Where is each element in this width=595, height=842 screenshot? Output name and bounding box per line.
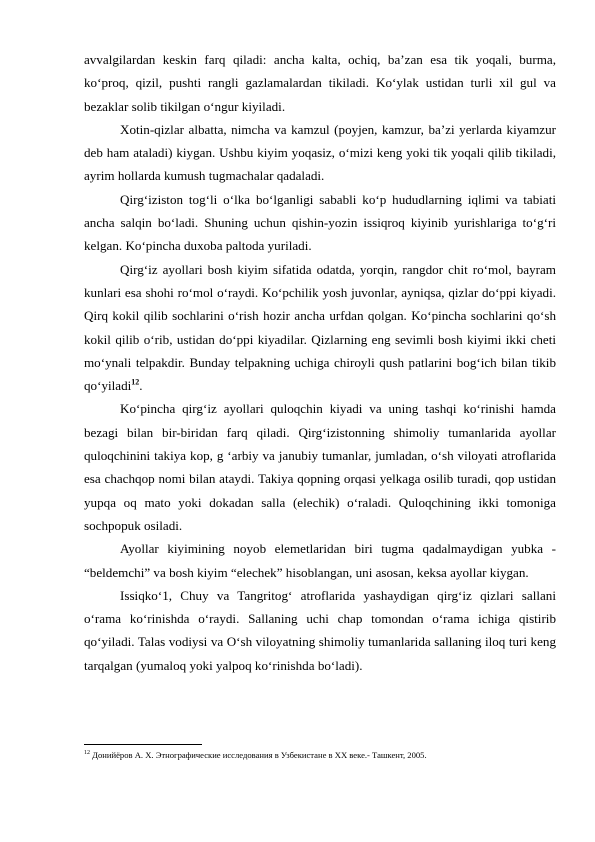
footnote-divider bbox=[84, 744, 202, 745]
paragraph-6: Ayollar kiyimining noyob elemetlaridan biri tugma qadalmaydigan yubka - “beldemchi” va bosh kiyim “elechek” hisoblangan, uni asosan, keksa ayollar kiygan. bbox=[84, 541, 556, 580]
body-text bbox=[84, 48, 556, 677]
paragraph-4-end: . bbox=[139, 378, 143, 394]
paragraph-3: Qirg‘iziston tog‘li o‘lka bo‘lganligi sababli ko‘p hududlarning iqlimi va tabiati ancha salqin bo‘ladi. Shuning uchun qishin-yozin issiqroq kiyinib yurishlariga to‘g‘ri kelgan. Ko‘pincha duxoba paltoda yuriladi. bbox=[84, 191, 556, 254]
paragraph-1: avvalgilardan keskin farq qiladi: ancha kalta, ochiq, ba’zan esa tik yoqali, burma, ko‘proq, qizil, pushti rangli gazlamalardan tikiladi. Ko‘ylak ustidan turli xil gul va bezaklar solib tikilgan o‘ngur kiyiladi. bbox=[84, 52, 556, 114]
footnote-area bbox=[84, 744, 556, 761]
footnote-text: Донийёров А. Х. Этнографические исследования в Узбекистане в XX веке.- Ташкент, 2005. bbox=[90, 750, 427, 760]
paragraph-4-text: Qirg‘iz ayollari bosh kiyim sifatida odatda, yorqin, rangdor chit ro‘mol, bayram kunlari esa shohi ro‘mol o‘raydi. Ko‘pchilik yosh juvonlar, ayniqsa, qizlar do‘ppi kiyadi. Qirq kokil qilib sochlarini o‘rish hozir ancha urfdan qolgan. Ko‘pincha sochlarini qo‘sh kokil qilib o‘rib, ustidan do‘ppi kiyadilar. Qizlarning eng sevimli bosh kiyimi ikki cheti mo‘ynali telpakdir. Bunday telpakning uchiga chiroyli qush patlarini bog‘ich bilan tikib qo‘yiladi bbox=[84, 261, 556, 394]
footnote-number: 12 bbox=[84, 750, 90, 757]
footnote-12 bbox=[84, 749, 556, 761]
paragraph-7: Issiqko‘1, Chuy va Tangritog‘ atroflarida yashaydigan qirg‘iz qizlari sallani o‘rama ko‘rinishda o‘raydi. Sallaning uchi chap tomondan o‘rama ichiga qistirib qo‘yiladi. Talas vodiysi va O‘sh viloyatning shimoliy tumanlarida sallaning iloq turi keng tarqalgan (yumaloq yoki yalpoq ko‘rinishda bo‘ladi). bbox=[84, 587, 556, 673]
paragraph-4 bbox=[84, 258, 556, 398]
paragraph-2: Xotin-qizlar albatta, nimcha va kamzul (poyjen, kamzur, ba’zi yerlarda kiyamzur deb ham ataladi) kiygan. Ushbu kiyim yoqasiz, o‘mizi keng yoki tik yoqali qilib tikiladi, ayrim hollarda kumush tugmachalar qadaladi. bbox=[84, 121, 556, 184]
paragraph-5: Ko‘pincha qirg‘iz ayollari quloqchin kiyadi va uning tashqi ko‘rinishi hamda bezagi bilan bir-biridan farq qiladi. Qirg‘izistonning shimoliy tumanlarida ayollar quloqchinini takiya kop, g ‘arbiy va janubiy tumanlar, jumladan, o‘sh viloyati atroflarida esa chachqop nomi bilan ataydi. Takiya qopning orqasi yelkaga osilib turadi, qop ustidan yupqa oq mato yoki dokadan salla (elechik) o‘raladi. Quloqchining ikki tomoniga sochpopuk osiladi. bbox=[84, 401, 556, 533]
footnote-reference[interactable]: 12 bbox=[131, 377, 140, 387]
